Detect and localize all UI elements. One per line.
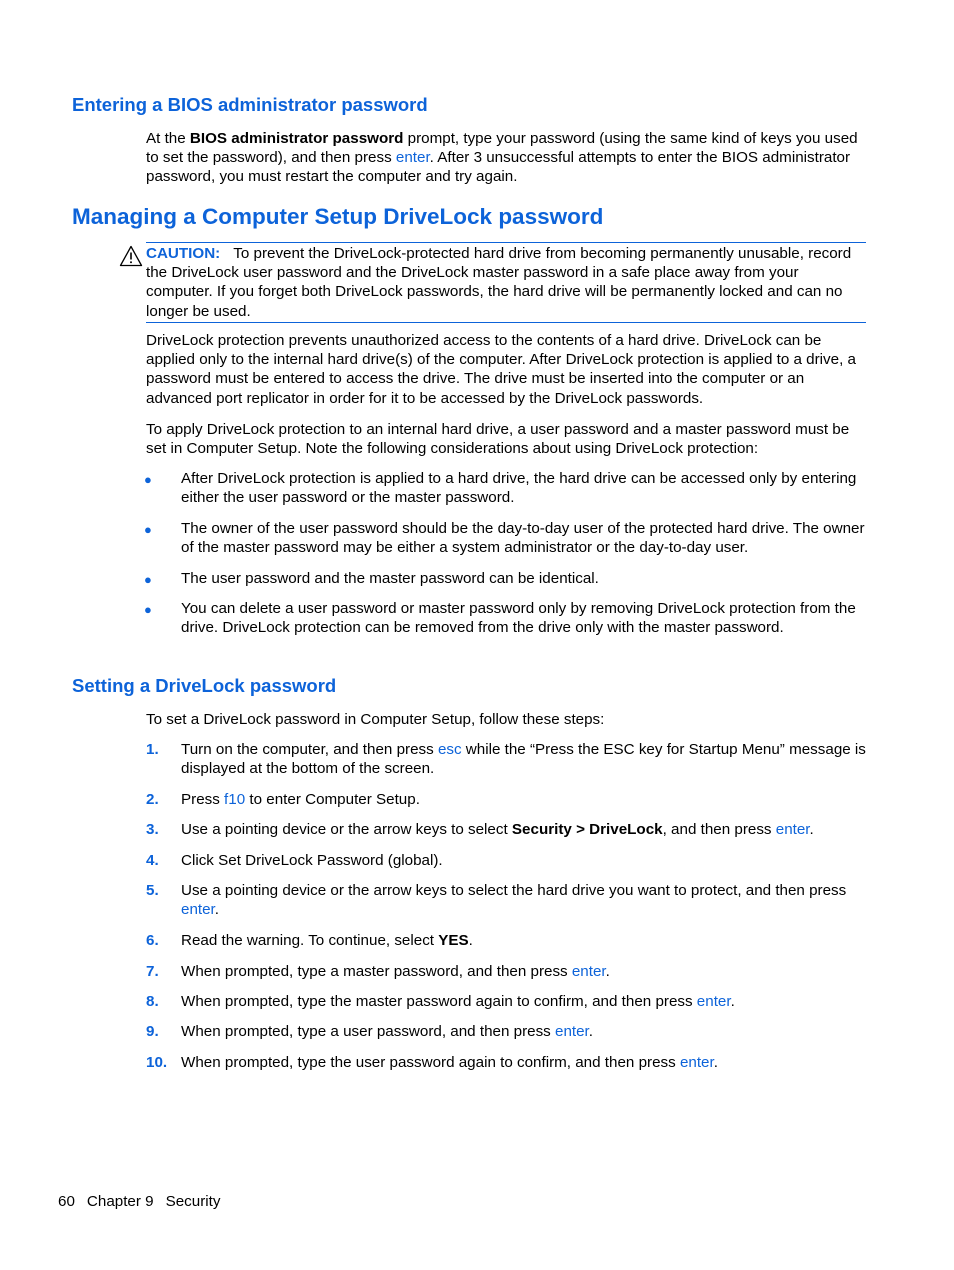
key-enter: enter <box>775 821 810 838</box>
text-run: . <box>809 821 814 838</box>
step-text <box>181 962 871 981</box>
key-enter: enter <box>181 901 215 919</box>
setting-intro: To set a DriveLock password in Computer Setup, follow these steps: <box>146 711 605 728</box>
text-run: At the <box>146 130 190 147</box>
caution-label: CAUTION: <box>146 245 221 262</box>
list-item: You can delete a user password or master password only by removing DriveLock protection from the drive. DriveLock protection can be removed from the drive only with the master password. <box>181 600 856 637</box>
step-number: 2. <box>146 791 159 808</box>
text-run: When prompted, type the user password again to confirm, and then press <box>181 1054 680 1071</box>
text-run: Read the warning. To continue, select <box>181 932 439 949</box>
text-run: Use a pointing device or the arrow keys to select the hard drive you want to protect, and then press <box>181 882 847 899</box>
key-f10: f10 <box>224 791 246 808</box>
step-text: Click Set DriveLock Password (global). <box>181 852 443 869</box>
page-footer <box>58 1192 232 1211</box>
step-number: 4. <box>146 852 159 869</box>
text-run: . <box>713 1054 718 1071</box>
step-number: 8. <box>146 993 159 1010</box>
list-item: The owner of the user password should be the day-to-day user of the protected hard drive. The owner of the master password may be either a system administrator or the day-to-day user. <box>181 520 865 557</box>
text-run: prompt, type your password (using the same kind of keys you used to set the password), and then press <box>146 130 858 167</box>
step-text <box>181 1022 871 1041</box>
chapter-label: Chapter 9 <box>86 1193 154 1210</box>
step-text <box>181 740 871 778</box>
text-run: , and then press <box>662 821 776 838</box>
text-run: . <box>605 963 610 980</box>
text-run: Turn on the computer, and then press <box>181 741 438 758</box>
step-number: 6. <box>146 932 159 949</box>
text-run: to enter Computer Setup. <box>245 791 420 808</box>
text-run: . <box>214 901 220 919</box>
step-number: 5. <box>146 882 159 899</box>
bullet-marker: ● <box>144 602 152 617</box>
text-run: Press <box>181 791 225 808</box>
key-enter: enter <box>395 149 430 167</box>
bold-text: YES <box>438 932 469 949</box>
key-enter: enter <box>679 1054 714 1071</box>
step-number: 7. <box>146 963 159 980</box>
step-text <box>181 790 871 809</box>
step-text <box>181 931 871 950</box>
bold-text: BIOS administrator password <box>189 130 404 147</box>
key-esc: esc <box>437 741 462 758</box>
text-run: . After 3 unsuccessful attempts to enter the BIOS administrator password, you must restart the computer and try again. <box>146 149 851 186</box>
bullet-marker: ● <box>144 572 152 587</box>
key-enter: enter <box>696 993 731 1010</box>
text-run: . <box>730 993 735 1010</box>
list-item: After DriveLock protection is applied to a hard drive, the hard drive can be accessed only by entering either the user password or the master password. <box>181 470 857 507</box>
step-number: 1. <box>146 741 159 758</box>
page-number: 60 <box>58 1193 75 1210</box>
text-run: When prompted, type a user password, and then press <box>181 1023 555 1040</box>
bullet-marker: ● <box>144 522 152 537</box>
bullet-marker: ● <box>144 472 152 487</box>
text-run: Use a pointing device or the arrow keys to select <box>181 821 512 838</box>
text-run: When prompted, type a master password, and then press <box>181 963 572 980</box>
step-number: 3. <box>146 821 159 838</box>
caution-box <box>146 242 866 323</box>
section-heading-setting-drivelock: Setting a DriveLock password <box>72 675 337 696</box>
chapter-title: Security <box>165 1193 221 1210</box>
text-run: When prompted, type the master password again to confirm, and then press <box>181 993 697 1010</box>
step-text <box>181 1053 871 1072</box>
drivelock-paragraph-1: DriveLock protection prevents unauthorized access to the contents of a hard drive. DriveLock can be applied only to the internal hard drive(s) of the computer. After DriveLock protection is applied to a drive, a password must be entered to access the drive. The drive must be inserted into the computer or an advanced port replicator in order for it to be accessed by the DriveLock passwords. <box>146 332 856 407</box>
text-run: while the “Press the ESC key for Startup Menu” message is displayed at the bottom of the screen. <box>181 741 866 778</box>
text-run: . <box>588 1023 594 1040</box>
section-heading-bios-admin: Entering a BIOS administrator password <box>72 94 428 115</box>
warning-triangle-icon <box>119 245 143 267</box>
drivelock-paragraph-2: To apply DriveLock protection to an internal hard drive, a user password and a master password must be set in Computer Setup. Note the following considerations about using DriveLock protection: <box>146 421 850 458</box>
caution-text: To prevent the DriveLock-protected hard drive from becoming permanently unusable, record the DriveLock user password and the DriveLock master password in a safe place away from your computer. If you forget both DriveLock passwords, the hard drive will be permanently locked and can no longer be used. <box>146 245 852 320</box>
step-text <box>181 820 871 839</box>
section-heading-drivelock: Managing a Computer Setup DriveLock password <box>72 204 604 229</box>
step-number: 9. <box>146 1023 159 1040</box>
key-enter: enter <box>571 963 606 980</box>
step-text <box>181 881 871 919</box>
key-enter: enter <box>555 1023 589 1040</box>
list-item: The user password and the master password can be identical. <box>181 570 599 587</box>
bold-text: Security > DriveLock <box>511 821 663 838</box>
bios-admin-paragraph <box>146 129 872 187</box>
text-run: . <box>468 932 473 949</box>
step-number: 10. <box>146 1054 168 1071</box>
step-text <box>181 992 871 1011</box>
